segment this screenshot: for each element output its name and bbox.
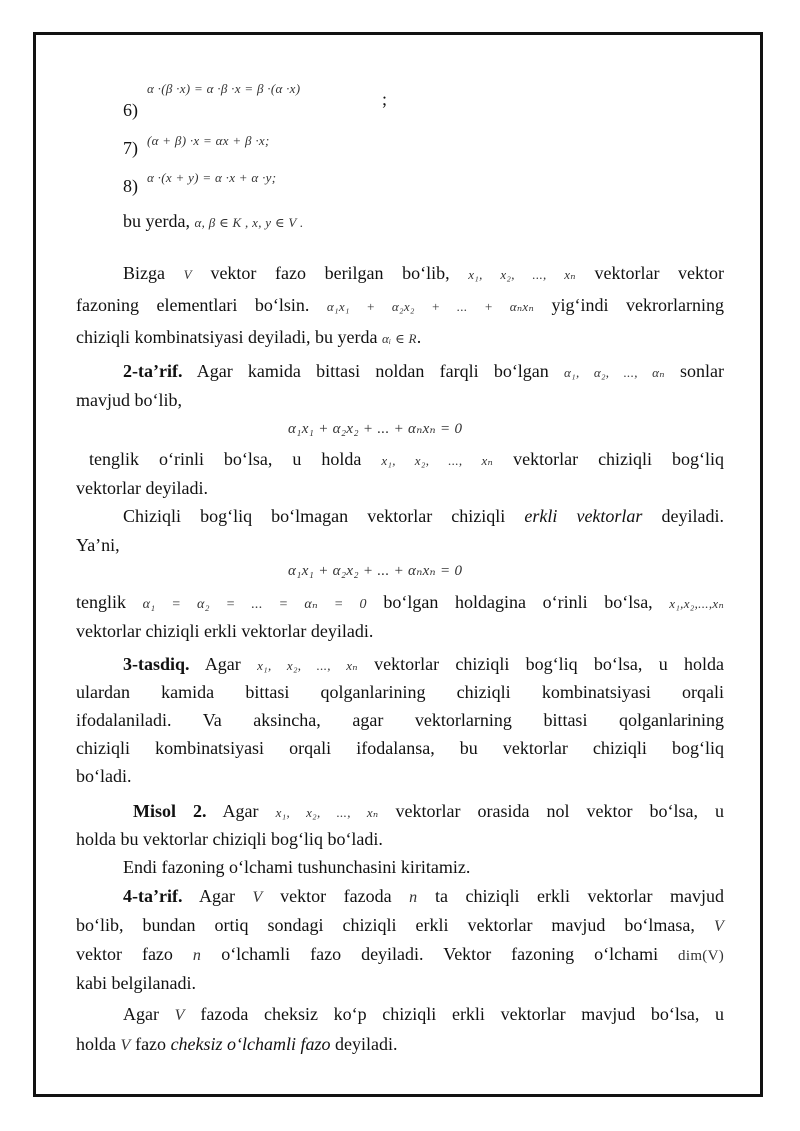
text: vektorlar orasida nol vektor bo‘lsa, u	[395, 801, 725, 821]
text: ta chiziqli erkli vektorlar mavjud	[435, 886, 725, 906]
def4-title: 4-ta’rif.	[123, 886, 183, 906]
text: fazo	[135, 1034, 167, 1054]
text: holda	[76, 1034, 116, 1054]
item-7	[123, 137, 138, 159]
def2-title: 2-ta’rif.	[123, 361, 183, 381]
misol-line1	[76, 800, 724, 824]
text: vektor fazo berilgan bo‘lib,	[210, 263, 450, 283]
text: vektorlar chiziqli bog‘liq	[513, 449, 725, 469]
math-V: V	[120, 1037, 131, 1054]
math-V: V	[174, 1007, 185, 1024]
def4-line1	[76, 885, 724, 909]
def2-line4: vektorlar deyiladi.	[76, 478, 208, 498]
item-7-number: 7)	[123, 138, 138, 158]
text: Agar	[204, 654, 241, 674]
math-n: n	[192, 947, 202, 964]
text: deyiladi.	[661, 506, 725, 526]
text: Agar kamida bittasi noldan farqli bo‘lgan	[196, 361, 549, 381]
formula-6-end: ;	[382, 89, 388, 109]
formula-6	[147, 76, 300, 100]
p4-lead	[123, 1004, 185, 1024]
math-xs: x₁, x₂, ..., xₙ	[275, 805, 379, 820]
p2-equation	[288, 558, 462, 582]
math-V: V	[713, 918, 725, 935]
emphasis: erkli vektorlar	[524, 506, 643, 526]
math-xs: x₁, x₂, ..., xₙ	[381, 453, 494, 468]
formula-7	[147, 128, 270, 152]
math-zero: α₁ = α₂ = ... = αₙ = 0	[142, 597, 367, 612]
text: Agar	[222, 801, 259, 821]
p4-line2	[76, 1033, 398, 1057]
math-equation: α₁x₁ + α₂x₂ + ... + αₙxₙ = 0	[288, 421, 463, 437]
p2-line3	[76, 591, 724, 616]
item-6-number: 6)	[123, 100, 138, 120]
text: .	[416, 327, 422, 347]
p1-line3	[76, 326, 421, 350]
math-alpha-i: αᵢ ∈ R	[381, 331, 417, 346]
formula-6-expr: α ·(β ·x) = α ·β ·x = β ·(α ·x)	[147, 81, 301, 96]
text: Bizga	[123, 263, 165, 283]
t3-lead	[123, 654, 241, 674]
formula-8-expr: α ·(x + y) = α ·x + α ·y;	[147, 170, 277, 185]
t3-line5: bo‘ladi.	[76, 766, 132, 786]
formula-8	[147, 165, 276, 189]
text: fazoning elementlari bo‘lsin.	[76, 295, 310, 315]
def2-line2: mavjud bo‘lib,	[76, 390, 182, 410]
math-alphas: α₁, α₂, ..., αₙ	[564, 365, 665, 380]
text: Agar	[123, 1004, 159, 1024]
def4-line2	[76, 914, 724, 938]
p2-line2: Ya’ni,	[76, 535, 120, 555]
math-xs: x₁,x₂,...,xₙ	[669, 596, 725, 611]
p4-line1	[76, 1003, 724, 1027]
text: chiziqli kombinatsiyasi deyiladi, bu yerda	[76, 327, 378, 347]
misol-title: Misol 2.	[133, 801, 207, 821]
math-xs: x₁, x₂, ..., xₙ	[257, 658, 358, 673]
text: deyiladi.	[335, 1034, 398, 1054]
t3-line1	[76, 653, 724, 677]
text: vektorlar vektor	[594, 263, 725, 283]
bu-yerda-text: bu yerda,	[123, 211, 190, 231]
p2-line4: vektorlar chiziqli erkli vektorlar deyiladi.	[76, 621, 374, 641]
text: Agar	[199, 886, 235, 906]
def2-line3	[76, 448, 724, 472]
t3-line3: ifodalaniladi. Va aksincha, agar vektorlarning bittasi qolganlarining	[76, 710, 724, 730]
text: vektor fazo	[76, 944, 173, 964]
def4-line3	[76, 943, 724, 967]
math-V: V	[252, 889, 263, 906]
text: yig‘indi vekrorlarning	[551, 295, 724, 315]
bu-yerda-formula: α, β ∈ K , x, y ∈ V .	[194, 215, 304, 230]
def4-line4: kabi belgilanadi.	[76, 973, 196, 993]
text: fazoda cheksiz ko‘p chiziqli erkli vektorlar mavjud bo‘lsa, u	[200, 1004, 725, 1024]
def4-lead	[123, 886, 235, 906]
math-dim: dim(V)	[678, 948, 725, 964]
math-xs: x₁, x₂, ..., xₙ	[468, 267, 576, 282]
t3-line2: ulardan kamida bittasi qolganlarining chiziqli kombinatsiyasi orqali	[76, 682, 724, 702]
math-V: V	[183, 267, 192, 282]
text: Chiziqli bog‘liq bo‘lmagan vektorlar chiziqli	[123, 506, 506, 526]
item-8-number: 8)	[123, 176, 138, 196]
misol-lead	[133, 801, 259, 821]
math-n: n	[409, 889, 418, 906]
p1-line2	[76, 294, 724, 318]
t3-line4: chiziqli kombinatsiyasi orqali ifodalansa, bu vektorlar chiziqli bog‘liq	[76, 738, 724, 758]
text: bo‘lib, bundan ortiq sondagi chiziqli erkli vektorlar mavjud bo‘lmasa,	[76, 915, 695, 935]
text: tenglik o‘rinli bo‘lsa, u holda	[89, 449, 362, 469]
text: tenglik	[76, 592, 126, 612]
emphasis: cheksiz o‘lchamli fazo	[170, 1034, 331, 1054]
text: bo‘lgan holdagina o‘rinli bo‘lsa,	[383, 592, 653, 612]
text: o‘lchamli fazo deyiladi. Vektor fazoning o‘lchami	[221, 944, 659, 964]
misol-line2: holda bu vektorlar chiziqli bog‘liq bo‘ladi.	[76, 829, 383, 849]
def2-lead	[123, 361, 549, 381]
p2-lead	[123, 506, 642, 526]
p3-line: Endi fazoning o‘lchami tushunchasini kiritamiz.	[123, 857, 471, 877]
bu-yerda	[123, 210, 304, 234]
math-equation: α₁x₁ + α₂x₂ + ... + αₙxₙ = 0	[288, 563, 463, 579]
text: vektorlar chiziqli bog‘liq bo‘lsa, u holda	[374, 654, 724, 674]
math-combination: α₁x₁ + α₂x₂ + ... + αₙxₙ	[326, 299, 535, 314]
text: vektor fazoda	[280, 886, 392, 906]
def2-line1	[76, 360, 724, 384]
p1-line1	[76, 262, 724, 286]
def2-equation	[288, 416, 462, 440]
p2-line1	[76, 505, 724, 527]
formula-7-expr: (α + β) ·x = αx + β ·x;	[147, 133, 270, 148]
text: sonlar	[680, 361, 725, 381]
t3-title: 3-tasdiq.	[123, 654, 190, 674]
